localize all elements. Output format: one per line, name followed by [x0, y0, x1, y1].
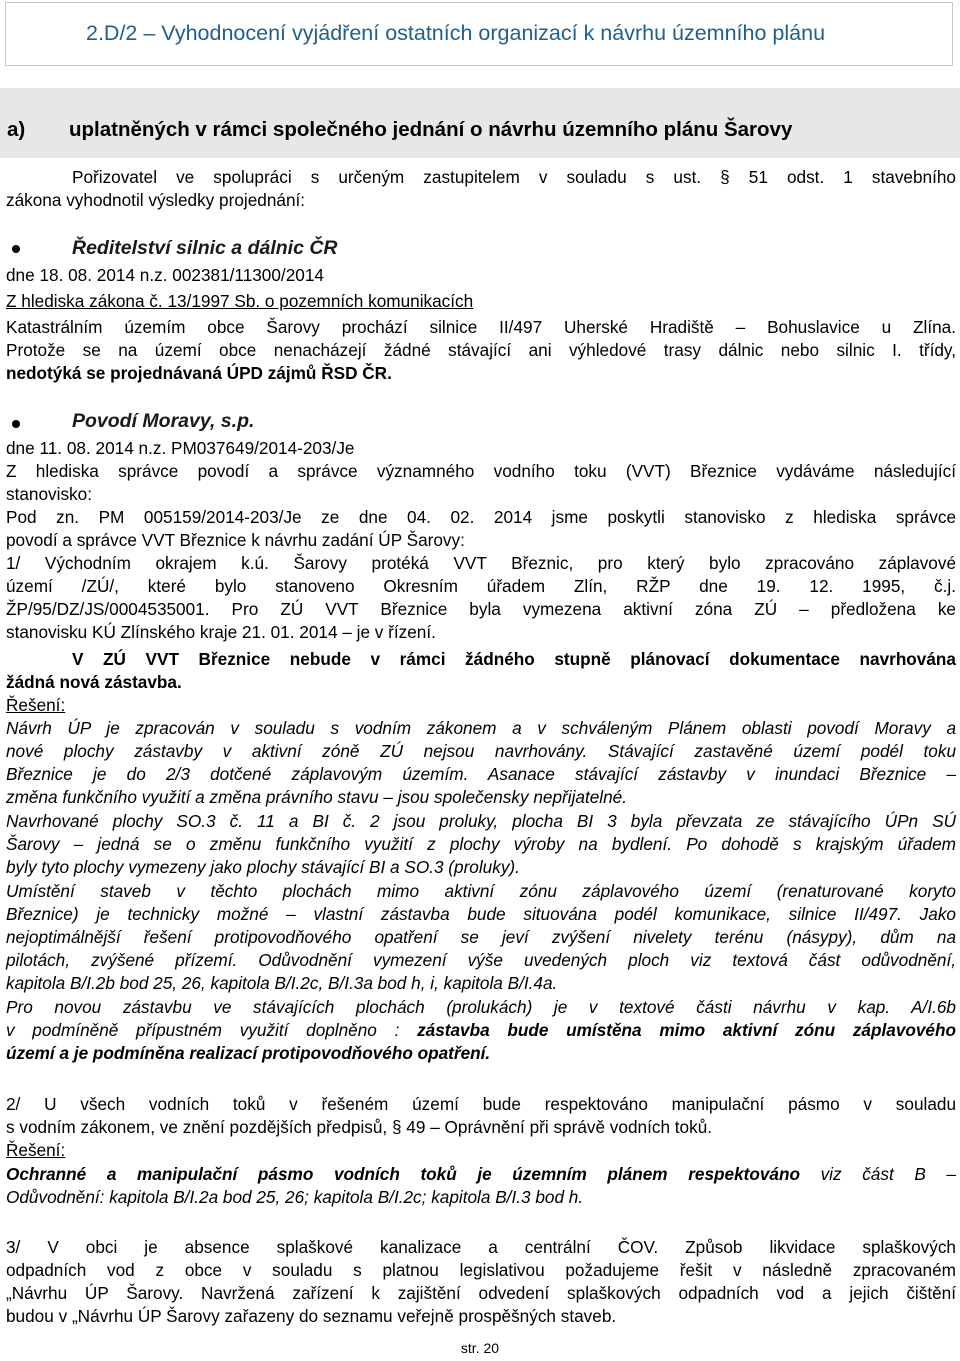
povodi-p1-line: stanovisko: — [6, 484, 92, 504]
item2-reseni-line-1 — [6, 1163, 956, 1185]
povodi-reseni-line: nové plochy zástavby v aktivní zóně ZÚ nejsou navrhovány. Stávající zastavěné území podél toku — [6, 741, 956, 761]
povodi-reseni-final: území a je podmíněna realizací protipovodňového opatření. — [6, 1043, 491, 1063]
header-box — [5, 2, 953, 66]
povodi-p2-line: ŽP/95/DZ/JS/0004535001. Pro ZÚ VVT Březnice byla vymezena aktivní zóna ZÚ – předložena ke — [6, 599, 956, 619]
rsd-line-1: Katastrálním územím obce Šarovy prochází silnice II/497 Uherské Hradiště – Bohuslavice u Zlína. — [6, 317, 956, 337]
section-a-heading — [7, 118, 792, 142]
povodi-p2-line: Pod zn. PM 005159/2014-203/Je ze dne 04. 02. 2014 jsme poskytli stanovisko z hlediska správce — [6, 507, 956, 527]
item3-line-2: odpadních vod z obce v souladu s platnou legislativou požadujeme řešit v následně zpracovaném — [6, 1260, 956, 1280]
section-a-band — [0, 88, 960, 158]
povodi-p1-line: Z hlediska správce povodí a správce významného vodního toku (VVT) Březnice vydáváme následující — [6, 461, 956, 481]
rsd-line-3: nedotýká se projednávaná ÚPD zájmů ŘSD ČR. — [6, 363, 392, 383]
item2-reseni-label: Řešení: — [6, 1140, 66, 1160]
povodi-reseni-line: Březnice) je technicky možné – vlastní zástavba bude situována podél komunikace, silnice II/497. Jako — [6, 904, 956, 924]
povodi-reseni-last-normal: v podmíněně přípustném využití doplněno : — [6, 1020, 418, 1040]
page-number: str. 20 — [460, 1340, 500, 1356]
povodi-reseni-line: pilotách, zvýšené přízemí. Odůvodnění vymezení výše uvedených ploch viz textová část odůvodnění, — [6, 950, 956, 970]
povodi-reseni-line: nejoptimálnější řešení protipovodňového opatření se jeví zvýšení nivelety terénu (násypy), dům na — [6, 927, 956, 947]
item3-line-3: „Návrhu ÚP Šarovy. Navržená zařízení k zajištění odvedení splaškových odpadních vod a jejich čištění — [6, 1283, 956, 1303]
povodi-reseni-label: Řešení: — [6, 695, 66, 715]
povodi-reseni-line: Umístění staveb v těchto plochách mimo aktivní zónu záplavového území (renaturované koryto — [6, 881, 956, 901]
povodi-reseni-line: Navrhované plochy SO.3 č. 11 a BI č. 2 jsou proluky, plocha BI 3 byla převzata ze stávajícího ÚPn SÚ — [6, 811, 956, 831]
intro-line-1: Pořizovatel ve spolupráci s určeným zastupitelem v souladu s ust. § 51 odst. 1 stavebního — [72, 167, 956, 187]
section-a-label: a) — [7, 118, 26, 141]
povodi-p2-line: 1/ Východním okrajem k.ú. Šarovy protéká VVT Březnic, pro který bylo zpracováno záplavové — [6, 553, 956, 573]
povodi-heading: Povodí Moravy, s.p. — [72, 410, 255, 432]
povodi-p2-line: území /ZÚ/, které bylo stanoveno Okresním úřadem Zlín, RŽP dne 19. 12. 1995, č.j. — [6, 576, 956, 596]
rsd-date-ref: dne 18. 08. 2014 n.z. 002381/11300/2014 — [6, 265, 324, 285]
bullet-icon — [12, 245, 20, 253]
povodi-p2-line: stanovisku KÚ Zlínského kraje 21. 01. 2014 – je v řízení. — [6, 622, 436, 642]
povodi-reseni-line: Návrh ÚP je zpracován v souladu s vodním zákonem a v schváleným Plánem oblasti povodí Moravy a — [6, 718, 956, 738]
item2-reseni-bold: Ochranné a manipulační pásmo vodních toků je územním plánem respektováno — [6, 1164, 800, 1184]
rsd-heading: Ředitelství silnic a dálnic ČR — [72, 237, 338, 259]
section-a-title: uplatněných v rámci společného jednání o návrhu územního plánu Šarovy — [69, 118, 793, 141]
item2-reseni-line-2: Odůvodnění: kapitola B/I.2a bod 25, 26; kapitola B/I.2c; kapitola B/I.3 bod h. — [6, 1187, 584, 1207]
page-title: 2.D/2 – Vyhodnocení vyjádření ostatních organizací k návrhu územního plánu — [86, 21, 826, 45]
intro-line-2: zákona vyhodnotil výsledky projednání: — [6, 190, 306, 210]
item2-line-2: s vodním zákonem, ve znění pozdějších předpisů, § 49 – Oprávnění při správě vodních toků. — [6, 1117, 713, 1137]
povodi-bold-line: žádná nová zástavba. — [6, 672, 182, 692]
povodi-reseni-line: byly tyto plochy vymezeny jako plochy stávající BI a SO.3 (proluky). — [6, 857, 520, 877]
povodi-reseni-line: změna funkčního využití a změna právního stavu – jsou společensky nepřijatelné. — [6, 787, 628, 807]
povodi-reseni-line: Březnice je do 2/3 dotčené záplavovým územím. Asanace stávající zástavby v inundaci Březnice – — [6, 764, 956, 784]
povodi-reseni-line-last — [6, 1019, 956, 1041]
povodi-reseni-last-bold: zástavba bude umístěna mimo aktivní zónu záplavového — [417, 1020, 956, 1040]
item3-line-1: 3/ V obci je absence splaškové kanalizace a centrální ČOV. Způsob likvidace splaškových — [6, 1237, 956, 1257]
item2-line-1: 2/ U všech vodních toků v řešeném území bude respektováno manipulační pásmo v souladu — [6, 1094, 956, 1114]
povodi-date-ref: dne 11. 08. 2014 n.z. PM037649/2014-203/Je — [6, 438, 355, 458]
povodi-bold-line: V ZÚ VVT Březnice nebude v rámci žádného stupně plánovací dokumentace navrhována — [72, 649, 956, 669]
povodi-reseni-line: kapitola B/I.2b bod 25, 26, kapitola B/I.2c, B/I.3a bod h, i, kapitola B/I.4a. — [6, 973, 558, 993]
povodi-p2-line: povodí a správce VVT Březnice k návrhu zadání ÚP Šarovy: — [6, 530, 465, 550]
rsd-law-ref: Z hlediska zákona č. 13/1997 Sb. o pozemních komunikacích — [6, 291, 474, 311]
povodi-reseni-line: Šarovy – jedná se o změnu funkčního využití z plochy výroby na bydlení. Po dohodě s krajským úřadem — [6, 834, 956, 854]
item2-reseni-rest: viz část B – — [799, 1164, 956, 1184]
item3-line-4: budou v „Návrhu ÚP Šarovy zařazeny do seznamu veřejně prospěšných staveb. — [6, 1306, 617, 1326]
povodi-reseni-line: Pro novou zástavbu ve stávajících plochách (prolukách) je v textové části návrhu v kap. A/I.6b — [6, 997, 956, 1017]
bullet-icon — [12, 420, 20, 428]
rsd-line-2: Protože se na území obce nenacházejí žádné stávající ani výhledové trasy dálnic nebo silnic I. třídy, — [6, 340, 956, 360]
